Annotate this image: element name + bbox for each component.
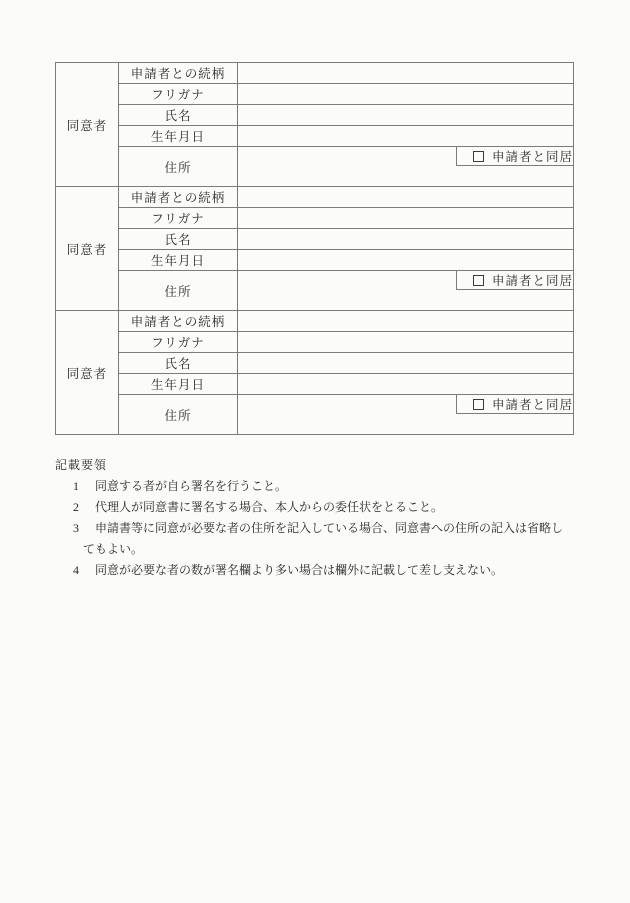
field-input-birthdate[interactable] — [238, 374, 574, 395]
checkbox-icon — [473, 399, 484, 410]
note-text: 代理人が同意書に署名する場合、本人からの委任状をとること。 — [95, 500, 444, 514]
note-number: 4 — [73, 563, 79, 577]
field-input-furigana[interactable] — [238, 332, 574, 353]
field-label-name: 氏名 — [119, 105, 238, 126]
field-label-address: 住所 — [119, 271, 238, 311]
field-label-relationship: 申請者との続柄 — [119, 311, 238, 332]
field-label-relationship: 申請者との続柄 — [119, 63, 238, 84]
note-number: 3 — [73, 521, 79, 535]
field-input-address[interactable] — [238, 271, 574, 311]
note-text: 申請書等に同意が必要な者の住所を記入している場合、同意書への住所の記入は省略してもよい。 — [83, 521, 564, 556]
cohabit-checkbox-label: 申請者と同居 — [492, 398, 574, 412]
field-label-name: 氏名 — [119, 353, 238, 374]
consenter-section — [56, 311, 574, 435]
field-label-relationship: 申請者との続柄 — [119, 187, 238, 208]
field-label-birthdate: 生年月日 — [119, 250, 238, 271]
note-text: 同意する者が自ら署名を行うこと。 — [95, 479, 288, 493]
consenter-group-label: 同意者 — [56, 63, 119, 187]
field-input-furigana[interactable] — [238, 84, 574, 105]
field-input-birthdate[interactable] — [238, 126, 574, 147]
field-label-furigana: フリガナ — [119, 332, 238, 353]
field-label-name: 氏名 — [119, 229, 238, 250]
consenter-group-label: 同意者 — [56, 311, 119, 435]
field-input-birthdate[interactable] — [238, 250, 574, 271]
field-label-furigana: フリガナ — [119, 208, 238, 229]
cohabit-checkbox[interactable] — [456, 147, 573, 166]
consent-table — [55, 62, 574, 435]
field-input-name[interactable] — [238, 353, 574, 374]
cohabit-checkbox[interactable] — [456, 271, 573, 290]
note-item — [55, 518, 571, 560]
field-input-relationship[interactable] — [238, 311, 574, 332]
cohabit-checkbox[interactable] — [456, 395, 573, 414]
field-input-relationship[interactable] — [238, 187, 574, 208]
consenter-group-label: 同意者 — [56, 187, 119, 311]
notes-section — [55, 455, 571, 581]
field-input-address[interactable] — [238, 395, 574, 435]
field-label-address: 住所 — [119, 147, 238, 187]
note-number: 2 — [73, 500, 79, 514]
note-item — [55, 560, 571, 581]
field-label-address: 住所 — [119, 395, 238, 435]
cohabit-checkbox-label: 申請者と同居 — [492, 274, 574, 288]
note-item — [55, 476, 571, 497]
field-label-birthdate: 生年月日 — [119, 126, 238, 147]
notes-heading: 記載要領 — [55, 458, 108, 472]
note-item — [55, 497, 571, 518]
field-label-furigana: フリガナ — [119, 84, 238, 105]
consenter-section — [56, 187, 574, 311]
field-input-address[interactable] — [238, 147, 574, 187]
field-input-name[interactable] — [238, 105, 574, 126]
consenter-section — [56, 63, 574, 187]
field-label-birthdate: 生年月日 — [119, 374, 238, 395]
field-input-relationship[interactable] — [238, 63, 574, 84]
note-number: 1 — [73, 479, 79, 493]
cohabit-checkbox-label: 申請者と同居 — [492, 150, 574, 164]
note-text: 同意が必要な者の数が署名欄より多い場合は欄外に記載して差し支えない。 — [95, 563, 504, 577]
field-input-furigana[interactable] — [238, 208, 574, 229]
checkbox-icon — [473, 275, 484, 286]
field-input-name[interactable] — [238, 229, 574, 250]
checkbox-icon — [473, 151, 484, 162]
